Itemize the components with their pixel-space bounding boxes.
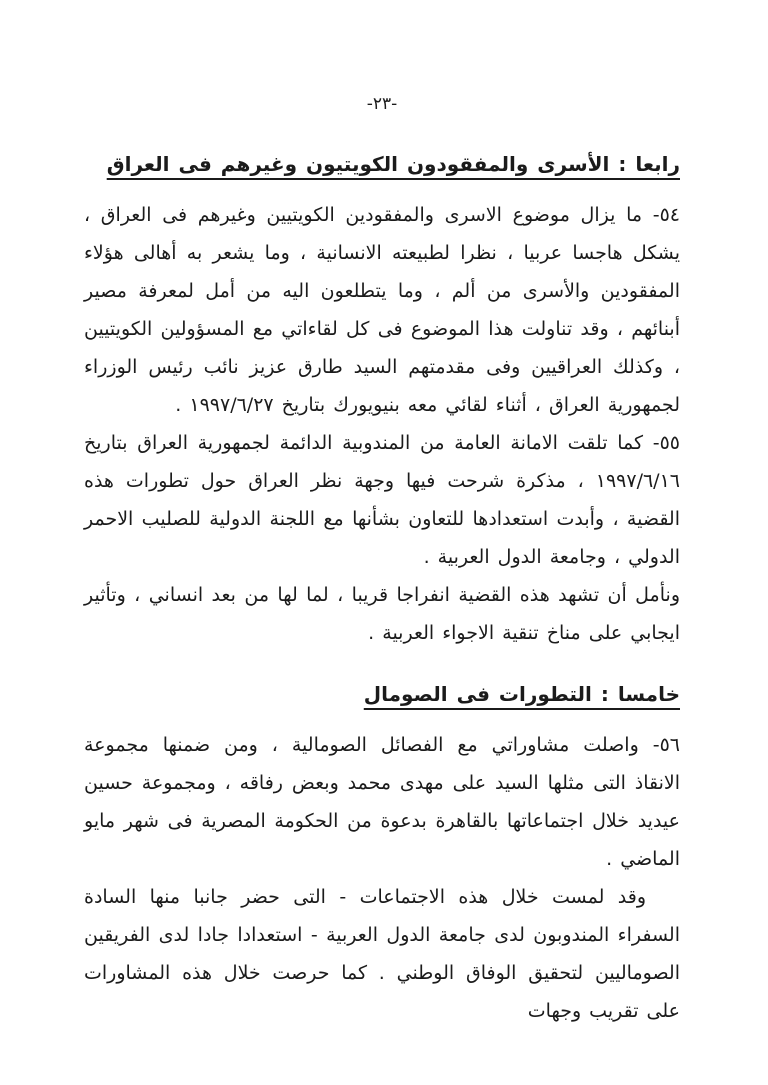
section-heading-fifth: خامسا : التطورات فى الصومال bbox=[363, 682, 680, 706]
section-heading-fourth: رابعا : الأسرى والمفقودون الكويتيون وغيرهم فى العراق bbox=[106, 152, 680, 176]
paragraph-56-text: واصلت مشاوراتي مع الفصائل الصومالية ، ومن ضمنها مجموعة الانقاذ التى مثلها السيد على مهدى محمد وبعض رفاقه ، ومجموعة حسين عيديد خلال اجتماعاتها بالقاهرة بدعوة من الحكومة المصرية فى شهر مايو الماضي . bbox=[84, 734, 680, 870]
page-number: -٢٣- bbox=[366, 94, 398, 114]
paragraph-56 bbox=[84, 726, 680, 878]
paragraph-54-marker: ٥٤- bbox=[652, 204, 680, 226]
paragraph-54-text: ما يزال موضوع الاسرى والمفقودين الكويتيين وغيرهم فى العراق ، يشكل هاجسا عربيا ، نظرا لطبيعته الانسانية ، وما يشعر به أهالى هؤلاء المفقودين والأسرى من ألم ، وما يتطلعون اليه من أمل لمعرفة مصير أبنائهم ، وقد تناولت هذا الموضوع فى كل لقاءاتي مع المسؤولين الكويتيين ، وكذلك العراقيين وفى مقدمتهم السيد طارق عزيز نائب رئيس الوزراء لجمهورية العراق ، أثناء لقائي معه بنيويورك بتاريخ ١٩٩٧/٦/٢٧ . bbox=[84, 204, 680, 416]
paragraph-meetings bbox=[84, 878, 680, 1030]
paragraph-56-marker: ٥٦- bbox=[652, 734, 680, 756]
paragraph-54 bbox=[84, 196, 680, 424]
paragraph-hope bbox=[84, 576, 680, 652]
paragraph-55 bbox=[84, 424, 680, 576]
paragraph-meetings-text: وقد لمست خلال هذه الاجتماعات - التى حضر جانبا منها السادة السفراء المندوبون لدى جامعة الدول العربية - استعدادا جادا لدى الفريقين الصوماليين لتحقيق الوفاق الوطني . كما حرصت خلال هذه المشاورات على تقريب وجهات bbox=[84, 886, 680, 1022]
paragraph-55-text: كما تلقت الامانة العامة من المندوبية الدائمة لجمهورية العراق بتاريخ ١٩٩٧/٦/١٦ ، مذكرة شرحت فيها وجهة نظر العراق حول تطورات هذه القضية ، وأبدت استعدادها للتعاون بشأنها مع اللجنة الدولية للصليب الاحمر الدولي ، وجامعة الدول العربية . bbox=[84, 432, 680, 568]
paragraph-hope-text: ونأمل أن تشهد هذه القضية انفراجا قريبا ، لما لها من بعد انساني ، وتأثير ايجابي على مناخ تنقية الاجواء العربية . bbox=[84, 584, 680, 644]
paragraph-55-marker: ٥٥- bbox=[652, 432, 680, 454]
